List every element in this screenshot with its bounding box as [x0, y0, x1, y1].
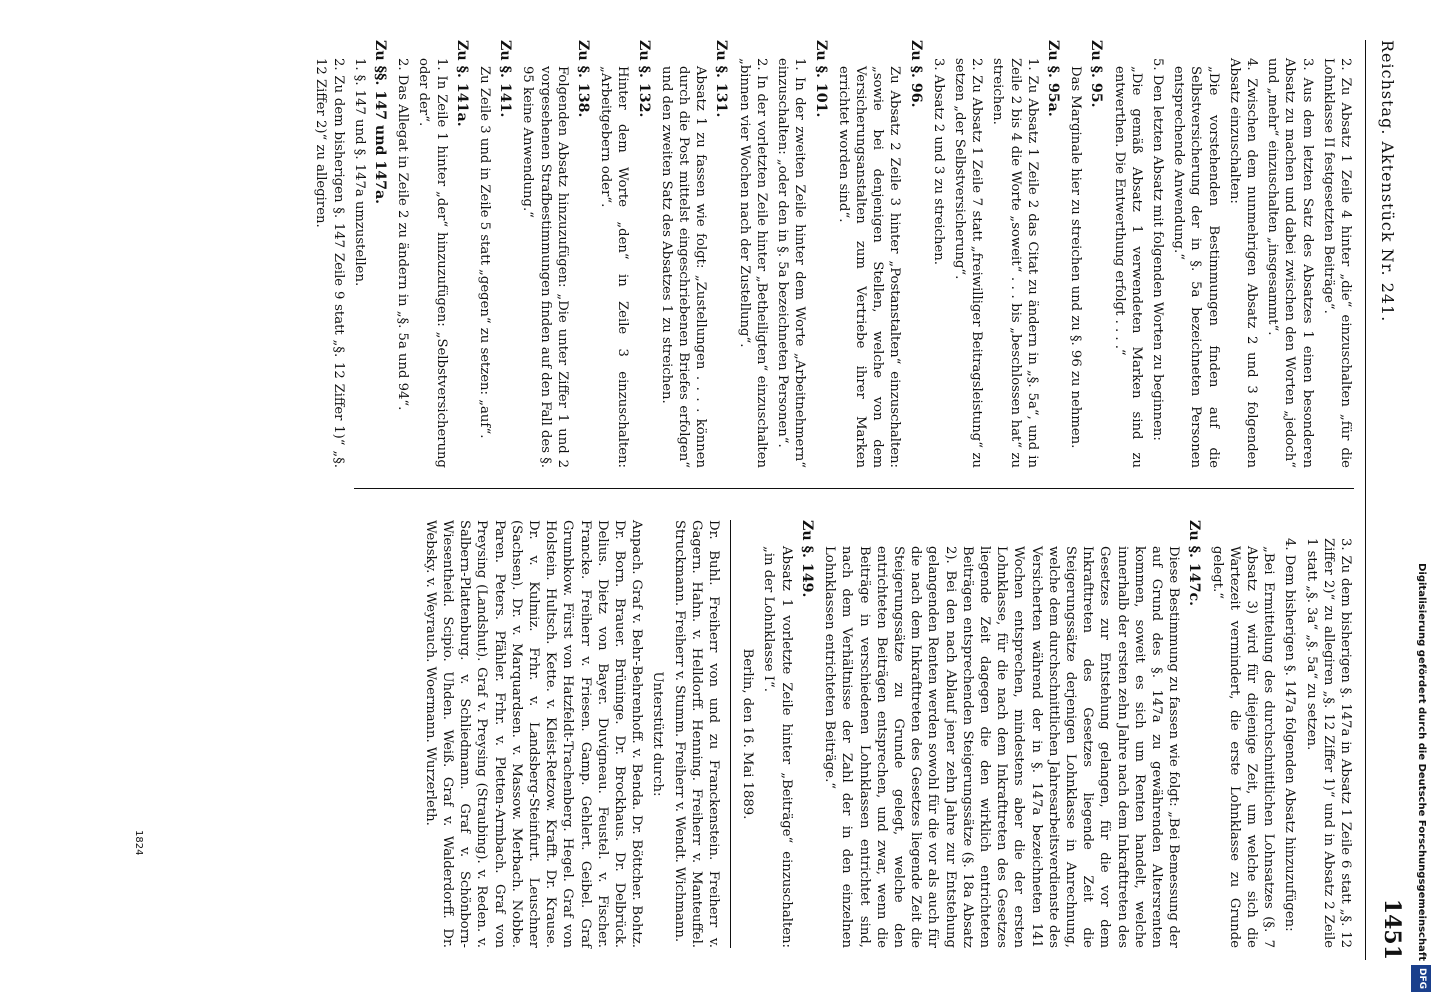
paragraph: 2. Zu Absatz 1 Zeile 7 statt „freiwilliger Beitragsleistung“ zu setzen „der Selbstversicherung“. [951, 58, 985, 468]
paragraph: Hinter dem Worte „den“ in Zeile 3 einzuschalten: „Arbeitgebern oder“. [598, 66, 631, 468]
signatories: Dr. Buhl. Freiherr von und zu Franckenstein. Freiherr v. Gagern. Hahn. v. Helldorff. Henning. Freiherr v. Manteuffel. Struckmann. Freiherr v. Stumm. Freiherr v. Wendt. Wichmann. [671, 520, 722, 948]
paragraph: Absatz 1 vorletzte Zeile hinter „Beiträge“ einzuschalten: „in der Lohnklasse I“. [761, 546, 794, 948]
paragraph: 3. Absatz 2 und 3 zu streichen. [930, 58, 946, 265]
paragraph: 3. Zu dem bisherigen §. 147a in Absatz 1 Zeile 6 statt „§. 12 Ziffer 2)“ zu allegiren „§. 12 Ziffer 1)“ und in Absatz 2 Zeile 1 statt „§. 3a“ „§. 5a“ zu setzen. [1303, 538, 1353, 948]
paragraph: Berlin, den 16. Mai 1889. [740, 648, 756, 820]
paragraph: 1. Zu Absatz 1 Zeile 2 das Citat zu ändern in „§. 5a“, und in Zeile 2 bis 4 die Worte „soweit“ . . . bis „beschlossen hat“ zu streichen. [990, 58, 1040, 468]
paragraph: 3. Aus dem letzten Satz des Absatzes 1 einen besonderen Absatz zu machen und dabei zwischen den Worten „jedoch“ und „mehr“ einzuschalten „insgesammt“. [1265, 58, 1315, 468]
running-header [1365, 40, 1405, 960]
paragraph: 4. Dem bisherigen §. 147a folgenden Absatz hinzuzufügen: [1282, 538, 1298, 932]
section-heading: Zu §. 132. [635, 40, 652, 118]
separator-rule [730, 520, 731, 948]
section-heading: Zu §. 149. [798, 520, 815, 598]
right-column [418, 520, 1354, 948]
paragraph: Absatz 1 zu fassen wie folgt: „Zustellungen . . . . können durch die Post mittelst eingeschriebenen Briefes erfolgen“ und den zweiten Satz des Absatzes 1 zu streichen. [658, 66, 709, 468]
signatories: Anpach. Graf v. Behr-Behrenhoff. v. Benda. Dr. Böttcher. Bohtz. Dr. Born. Brauer. Brüninge. Dr. Brockhaus. Dr. Delbrück. Delius. Dietz von Bayer. Duvigneau. Feustel. v. Fischer. Francke. Freiherr v. Friesen. Gamp. Gehlert. Geibel. Graf Grumbkow. Fürst von Hatzfeldt-Trachenberg. Hegel. Graf von Holstein. Hultsch. Kette. v. Kleist-Retzow. Krafft. Dr. Krause. Dr. v. Kulmiz. Frhr. v. Landsberg-Steinfurt. Leuschner (Sachsen). Dr. v. Marquardsen. v. Massow. Merbach. Nobbe. Paren. Peters. Pfähler. Frhr. v. Pletten-Armbach. Graf von Preysing (Landshut). Graf v. Preysing (Straubing). v. Reden. v. Salbern-Plattenburg. v. Schliedmann. Graf v. Schönborn-Wiesentheid. Scipio. Uhden. Weiß. Graf v. Walderdorff. Dr. Websky. v. Weyrauch. Woermann. Wurzerleth. [422, 520, 645, 948]
section-heading: Zu §. 96. [907, 40, 924, 108]
paragraph: „Die vorstehenden Bestimmungen finden auf die Selbstversicherung der in §. 5a bezeichneten Personen entsprechende Anwendung.“ [1171, 66, 1221, 468]
paragraph: 2. Das Allegat in Zeile 2 zu ändern in „§. 5a und 94“. [395, 58, 411, 411]
digitization-text: Digitalisierung gefördert durch die Deutsche Forschungsgemeinschaft [1415, 563, 1427, 961]
paragraph: 5. Den letzten Absatz mit folgenden Worten zu beginnen: [1149, 58, 1165, 441]
paragraph: 1. In der zweiten Zeile hinter dem Worte „Arbeitnehmern“ einzuschalten: „oder den in §. 5a bezeichneten Personen“. [775, 58, 808, 468]
paragraph: Folgenden Absatz hinzuzufügen: „Die unter Ziffer 1 und 2 vorgesehenen Strafbestimmungen finden auf den Fall des §. 95 keine Anwendung.“ [520, 66, 570, 468]
section-heading: Zu §. 95a. [1044, 40, 1061, 117]
footer-stamp: 1824 [133, 830, 144, 856]
column-divider [354, 488, 1354, 489]
paragraph: Zu Absatz 2 Zeile 3 hinter „Postanstalten“ einzuschalten: „sowie bei denjenigen Stellen, welche von dem Versicherungsanstalten zum Vertriebe ihrer Marken errichtet worden sind“. [835, 66, 903, 468]
section-heading: Zu §. 141a. [453, 40, 470, 127]
paragraph: 2. In der vorletzten Zeile hinter „Betheiligten“ einzuschalten „binnen vier Wochen nach der Zustellung“. [736, 58, 769, 468]
paragraph: „Die gemäß Absatz 1 verwendeten Marken sind zu entwerthen. Die Entwerthung erfolgt . . . .“ [1111, 66, 1144, 468]
digitization-banner [1410, 0, 1432, 1000]
page-number: 1451 [1379, 898, 1405, 960]
paragraph: 1. §. 147 und §. 147a umzustellen. [351, 58, 367, 287]
section-heading: Zu §. 141. [497, 40, 514, 118]
section-heading: Zu §§. 147 und 147a. [372, 40, 389, 205]
paragraph: 2. Zu dem bisherigen §. 147 Zeile 9 statt „§. 12 Ziffer 1)“ „§. 12 Ziffer 2)“ zu allegiren. [313, 58, 346, 468]
section-heading: Zu §. 131. [713, 40, 730, 118]
dfg-logo: DFG [1411, 965, 1430, 992]
section-heading: Zu §. 138. [575, 40, 592, 118]
header-title: Reichstag. Aktenstück Nr. 241. [1378, 40, 1397, 323]
paragraph: Diese Bestimmung zu fassen wie folgt: „Bei Bemessung der auf Grund des §. 147a zu gewährenden Altersrenten kommen, soweit es sich um Renten handelt, welche innerhalb der ersten zehn Jahre nach dem Inkrafttreten des Gesetzes zur Entstehung gelangen, für die vor dem Inkrafttreten des Gesetzes liegende Zeit die Steigerungssätze derjenigen Lohnklasse in Anrechnung, welche dem durchschnittlichen Jahresarbeitsverdienste des Versicherten während der in §. 147a bezeichneten 141 Wochen entsprechen, mindestens aber die der ersten Lohnklasse, für die nach dem Inkrafttreten des Gesetzes liegende Zeit dagegen die den wirklich entrichteten Beiträgen entsprechenden Steigerungssätze (§. 18a Absatz 2). Bei den nach Ablauf jener zehn Jahre zur Entstehung gelangenden Renten werden sowohl für die vor als auch für die nach dem Inkrafttreten des Gesetzes liegende Zeit die Steigerungssätze zu Grunde gelegt, welche den entrichteten Beiträgen entsprechen, und zwar, wenn die Beiträge in verschiedenen Lohnklassen entrichtet sind, nach dem Verhältnisse der Zahl der in den einzelnen Lohnklassen entrichteten Beiträge.“ [822, 546, 1182, 948]
section-heading: Zu §. 95. [1088, 40, 1105, 108]
paragraph: Das Marginale hier zu streichen und zu §. 96 zu nehmen. [1068, 66, 1084, 449]
left-column [308, 40, 1354, 468]
section-heading: Zu §. 147c. [1186, 520, 1203, 607]
paragraph: 2. Zu Absatz 1 Zeile 4 hinter „die“ einzuschalten „für die Lohnklasse II festgesetzten Beiträge“. [1320, 58, 1353, 468]
section-heading: Zu §. 101. [812, 40, 829, 118]
paragraph: 4. Zwischen dem nunmehrigen Absatz 2 und 3 folgenden Absatz einzuschalten: [1226, 58, 1259, 468]
paragraph: 1. In Zeile 1 hinter „der“ hinzuzufügen: „Selbstversicherung oder der“. [416, 58, 449, 468]
paragraph: „Bei Ermittelung des durchschnittlichen Lohnsatzes (§. 7 Absatz 3) wird für diejenige Zeit, um welche sich die Wartezeit vermindert, die erste Lohnklasse zu Grunde gelegt.“ [1209, 546, 1277, 948]
paragraph: Zu Zeile 3 und in Zeile 5 statt „gegen“ zu setzen: „auf“. [477, 66, 493, 439]
paragraph: Unterstützt durch: [650, 671, 666, 797]
